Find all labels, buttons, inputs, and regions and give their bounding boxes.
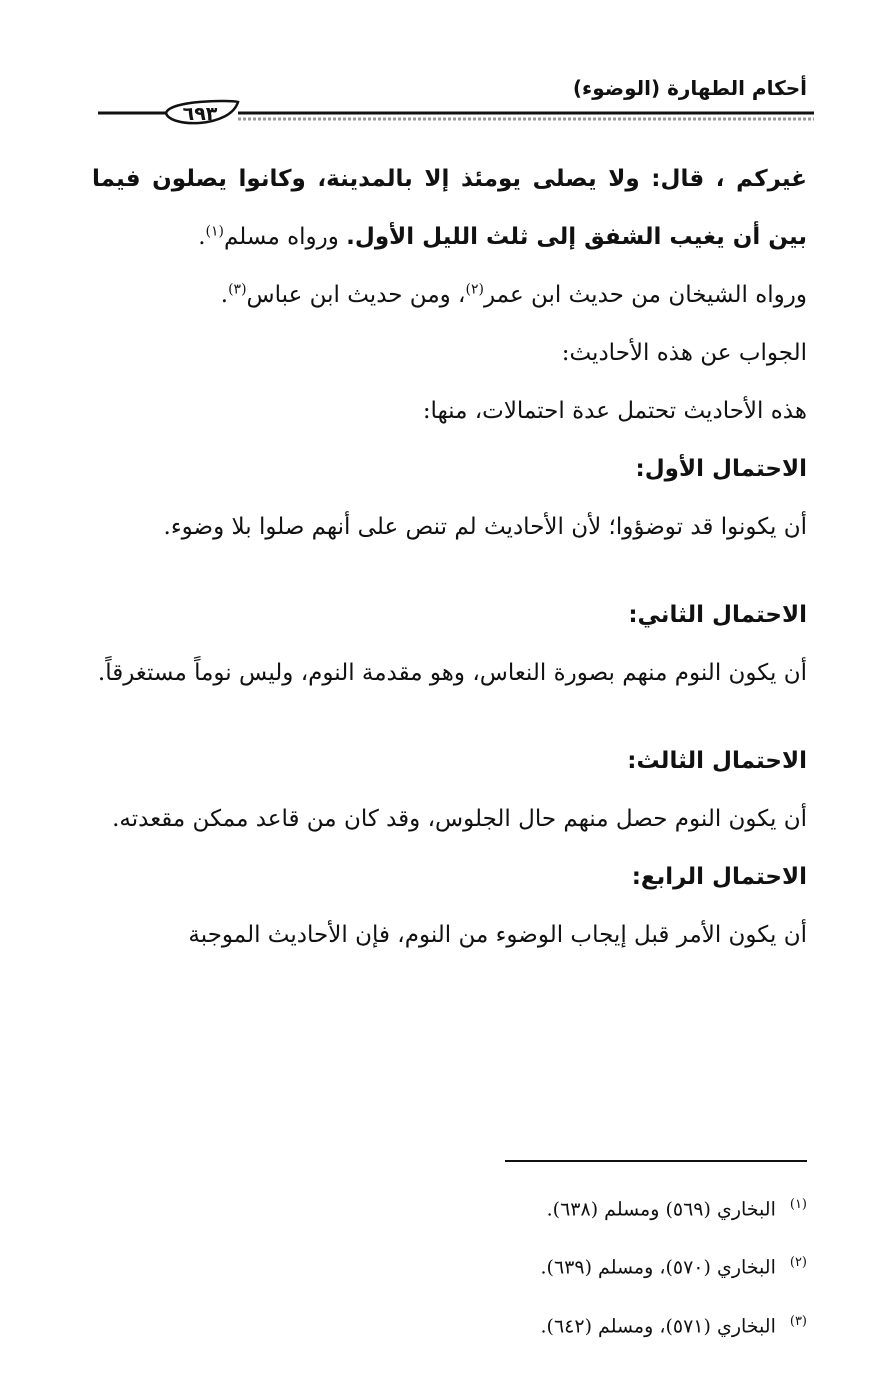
heading-fourth-possibility: الاحتمال الرابع: xyxy=(631,864,807,890)
footnote-text: البخاري (٥٦٩) ومسلم (٦٣٨). xyxy=(546,1198,776,1221)
paragraph-6: أن يكون النوم منهم بصورة النعاس، وهو مقدمة النوم، وليس نوماً مستغرقاً. xyxy=(97,660,807,686)
heading-second-possibility: الاحتمال الثاني: xyxy=(628,602,807,628)
main-text xyxy=(92,150,807,964)
footnote-number: (٢) xyxy=(789,1255,807,1271)
paragraph-5: أن يكونوا قد توضؤوا؛ لأن الأحاديث لم تنص على أنهم صلوا بلا وضوء. xyxy=(163,514,807,540)
footnotes xyxy=(92,1178,807,1353)
paragraph-3: الجواب عن هذه الأحاديث: xyxy=(561,340,807,366)
narration-note: ورواه مسلم xyxy=(224,224,347,250)
footnote-3 xyxy=(92,1295,807,1353)
footnote-number: (١) xyxy=(789,1197,807,1212)
footnote-ref-3: (٣) xyxy=(228,281,247,298)
paragraph-2: ورواه الشيخان من حديث ابن عمر$^{(٢)}$، ومن حديث ابن عباس$^{(٣)}$. xyxy=(220,281,807,308)
paragraph-4: هذه الأحاديث تحتمل عدة احتمالات، منها: xyxy=(422,398,807,424)
footnote-separator xyxy=(505,1160,807,1162)
paragraph-1: غيركم ، قال: ولا يصلى يومئذ إلا بالمدينة، وكانوا يصلون فيما بين أن يغيب الشفق إلى ثلث الليل الأول. ورواه مسلم$^{(١)}$. xyxy=(92,166,807,250)
footnote-ref-1: (١) xyxy=(205,223,224,240)
footnote-ref-2: (٢) xyxy=(465,281,484,298)
hadith-text: غيركم ، قال: ولا يصلى يومئذ إلا بالمدينة، وكانوا يصلون فيما بين أن يغيب الشفق إلى ثلث الليل الأول. xyxy=(92,166,807,250)
footnote-2 xyxy=(92,1236,807,1294)
page-number: ٦٩٣ xyxy=(182,103,218,125)
heading-first-possibility: الاحتمال الأول: xyxy=(635,456,807,482)
paragraph-7: أن يكون النوم حصل منهم حال الجلوس، وقد كان من قاعد ممكن مقعدته. xyxy=(112,806,807,832)
footnote-text: البخاري (٥٧٠)، ومسلم (٦٣٩). xyxy=(540,1256,776,1279)
heading-third-possibility: الاحتمال الثالث: xyxy=(627,748,807,774)
footnote-text: البخاري (٥٧١)، ومسلم (٦٤٢). xyxy=(540,1314,776,1337)
paragraph-8: أن يكون الأمر قبل إيجاب الوضوء من النوم، فإن الأحاديث الموجبة xyxy=(188,922,807,948)
footnote-1 xyxy=(92,1178,807,1236)
page-header-title: أحكام الطهارة (الوضوء) xyxy=(572,76,807,100)
footnote-number: (٣) xyxy=(789,1313,807,1329)
